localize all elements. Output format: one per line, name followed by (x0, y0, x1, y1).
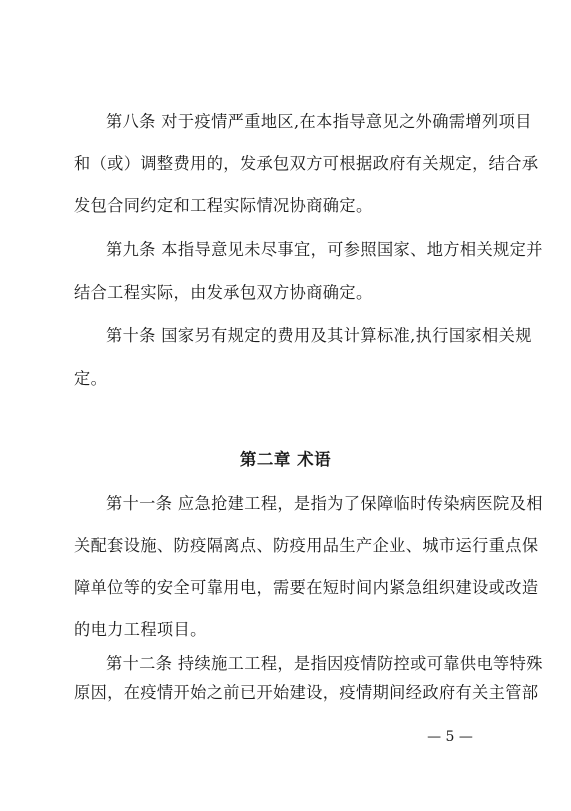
article-9-line-1: 第九条 本指导意见未尽事宜，可参照国家、地方相关规定并 (106, 240, 543, 259)
chapter-heading: 第二章 术语 (239, 450, 332, 469)
article-11-line-2: 关配套设施、防疫隔离点、防疫用品生产企业、城市运行重点保 (74, 536, 539, 555)
page-number: — 5 — (427, 729, 473, 745)
article-11-line-1: 第十一条 应急抢建工程，是指为了保障临时传染病医院及相 (106, 494, 543, 513)
article-8-line-1: 第八条 对于疫情严重地区,在本指导意见之外确需增列项目 (106, 112, 532, 131)
article-8-line-3: 发包合同约定和工程实际情况协商确定。 (74, 196, 373, 215)
article-10-line-2: 定。 (74, 369, 108, 388)
article-8-line-2: 和（或）调整费用的，发承包双方可根据政府有关规定，结合承 (74, 154, 539, 173)
article-12-line-1: 第十二条 持续施工工程，是指因疫情防控或可靠供电等特殊 (106, 654, 543, 673)
article-11-line-4: 的电力工程项目。 (74, 620, 207, 639)
article-12-line-2: 原因，在疫情开始之前已开始建设，疫情期间经政府有关主管部 (74, 683, 539, 702)
article-11-line-3: 障单位等的安全可靠用电，需要在短时间内紧急组织建设或改造 (74, 578, 539, 597)
article-10-line-1: 第十条 国家另有规定的费用及其计算标准,执行国家相关规 (106, 326, 532, 345)
article-9-line-2: 结合工程实际，由发承包双方协商确定。 (74, 283, 373, 302)
